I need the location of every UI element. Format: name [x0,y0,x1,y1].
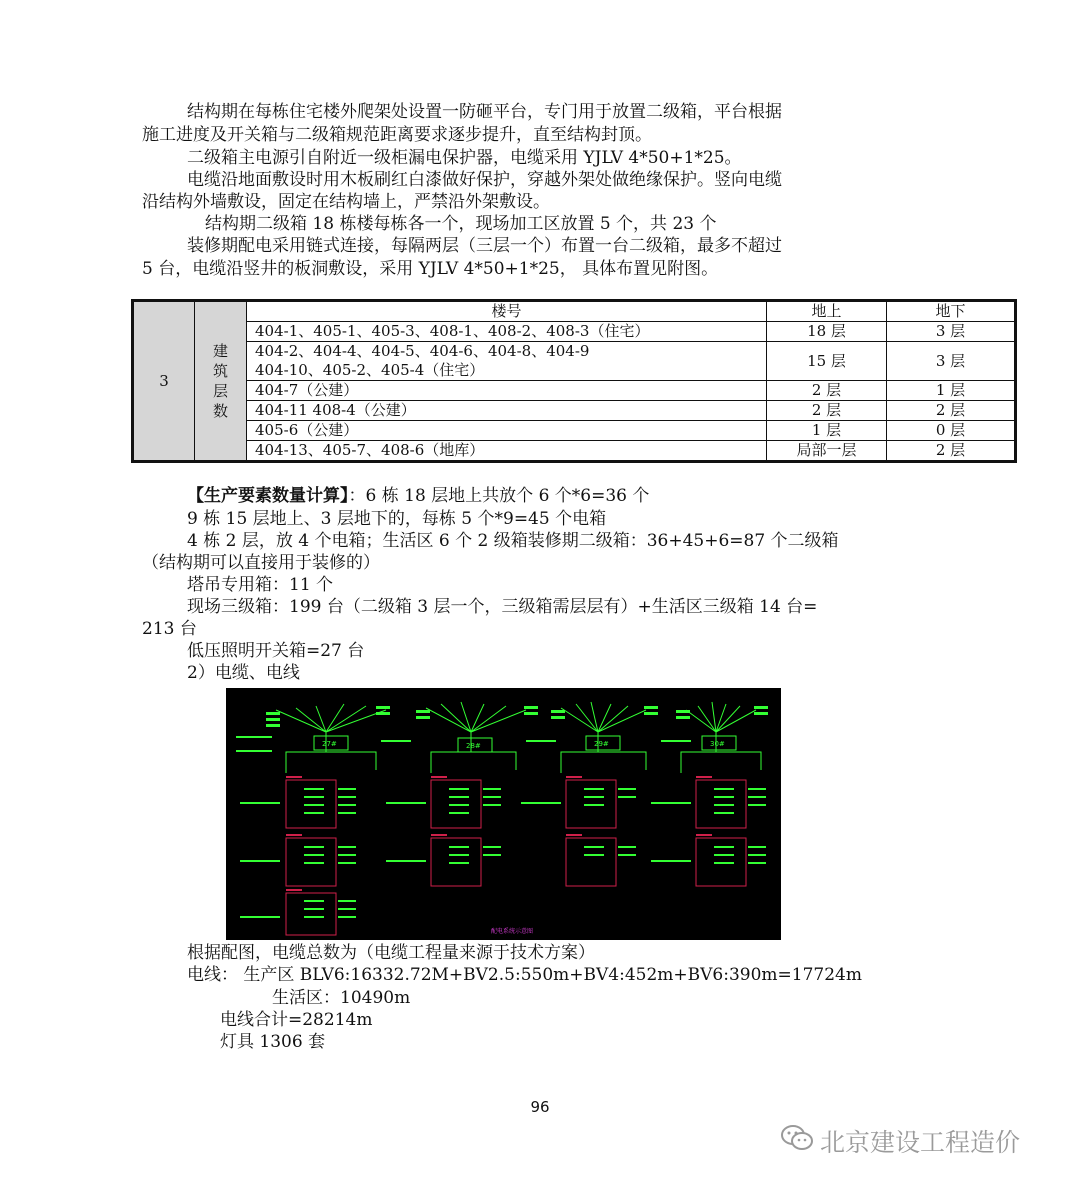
cell-below: 0 层 [887,421,1016,441]
calc-line: 4 栋 2 层，放 4 个电箱；生活区 6 个 2 级箱装修期二级箱：36+45+6=87 个二级箱 [187,531,839,551]
cell-building: 404-2、404-4、404-5、404-6、404-8、404-9 404-10、405-2、405-4（住宅） [247,342,767,381]
table-category: 建筑层数 [195,301,247,462]
calc-line: 213 台 [142,619,197,639]
building-floors-table [131,299,1017,463]
panel-label: 30# [710,740,725,748]
cell-building: 404-7（公建） [247,381,767,401]
paragraph-line: 结构期二级箱 18 栋楼每栋各一个，现场加工区放置 5 个，共 23 个 [205,214,717,234]
paragraph-line: 施工进度及开关箱与二级箱规范距离要求逐步提升，直至结构封顶。 [142,125,652,145]
after-line: 根据配图，电缆总数为（电缆工程量来源于技术方案） [187,943,595,963]
calc-line: 塔吊专用箱：11 个 [187,575,334,595]
cell-building: 405-6（公建） [247,421,767,441]
table-row [133,401,1016,421]
panel-label: 29# [594,740,609,748]
calc-line: 9 栋 15 层地上、3 层地下的，每栋 5 个*9=45 个电箱 [187,509,607,529]
cell-below: 3 层 [887,322,1016,342]
watermark-text: 北京建设工程造价 [820,1128,1021,1157]
panel-label: 28# [466,742,481,750]
diagram-caption: 配电系统示意图 [491,928,534,935]
table-row [133,342,1016,381]
paragraph-line: 二级箱主电源引自附近一级柜漏电保护器，电缆采用 YJLV 4*50+1*25。 [187,148,742,168]
table-row [133,441,1016,462]
after-line: 生活区：10490m [272,988,411,1008]
watermark [780,1125,1020,1157]
wiring-diagram-svg [226,688,781,940]
page-number: 96 [530,1098,550,1116]
calc-heading: 【生产要素数量计算】 [187,486,349,506]
calc-line: （结构期可以直接用于装修的） [142,553,380,573]
paragraph-line: 5 台，电缆沿竖井的板洞敷设，采用 YJLV 4*50+1*25， 具体布置见附图。 [142,259,719,279]
cell-below: 1 层 [887,381,1016,401]
cell-above: 局部一层 [767,441,887,462]
table-index: 3 [133,301,195,462]
header-above: 地上 [767,301,887,322]
calc-line: 2）电缆、电线 [187,663,300,683]
paragraph-line: 电缆沿地面敷设时用木板刷红白漆做好保护，穿越外架处做绝缘保护。竖向电缆 [187,170,782,190]
calc-heading-rest: ：6 栋 18 层地上共放个 6 个*6=36 个 [348,486,650,506]
wechat-icon [780,1124,814,1158]
cell-building: 404-13、405-7、408-6（地库） [247,441,767,462]
wiring-diagram [226,688,781,940]
after-line: 电线： 生产区 BLV6:16332.72M+BV2.5:550m+BV4:452m+BV6:390m=17724m [187,965,862,985]
cell-below: 2 层 [887,401,1016,421]
paragraph-line: 沿结构外墙敷设，固定在结构墙上，严禁沿外架敷设。 [142,192,550,212]
header-below: 地下 [887,301,1016,322]
panel-label: 27# [322,740,337,748]
table-row [133,421,1016,441]
cell-above: 2 层 [767,381,887,401]
header-building: 楼号 [247,301,767,322]
paragraph-line: 装修期配电采用链式连接，每隔两层（三层一个）布置一台二级箱，最多不超过 [187,236,782,256]
cell-building: 404-11 408-4（公建） [247,401,767,421]
after-line: 灯具 1306 套 [220,1032,326,1052]
calc-line: 现场三级箱：199 台（二级箱 3 层一个，三级箱需层层有）+生活区三级箱 14 台= [187,597,818,617]
paragraph-line: 结构期在每栋住宅楼外爬架处设置一防砸平台，专门用于放置二级箱，平台根据 [187,102,782,122]
cell-above: 18 层 [767,322,887,342]
cell-below: 3 层 [887,342,1016,381]
after-line: 电线合计=28214m [220,1010,373,1030]
cell-below: 2 层 [887,441,1016,462]
table-row [133,322,1016,342]
calc-line: 低压照明开关箱=27 台 [187,641,365,661]
cell-above: 15 层 [767,342,887,381]
calc-heading-line [187,485,649,507]
cell-above: 1 层 [767,421,887,441]
table-row [133,381,1016,401]
cell-building: 404-1、405-1、405-3、408-1、408-2、408-3（住宅） [247,322,767,342]
cell-above: 2 层 [767,401,887,421]
